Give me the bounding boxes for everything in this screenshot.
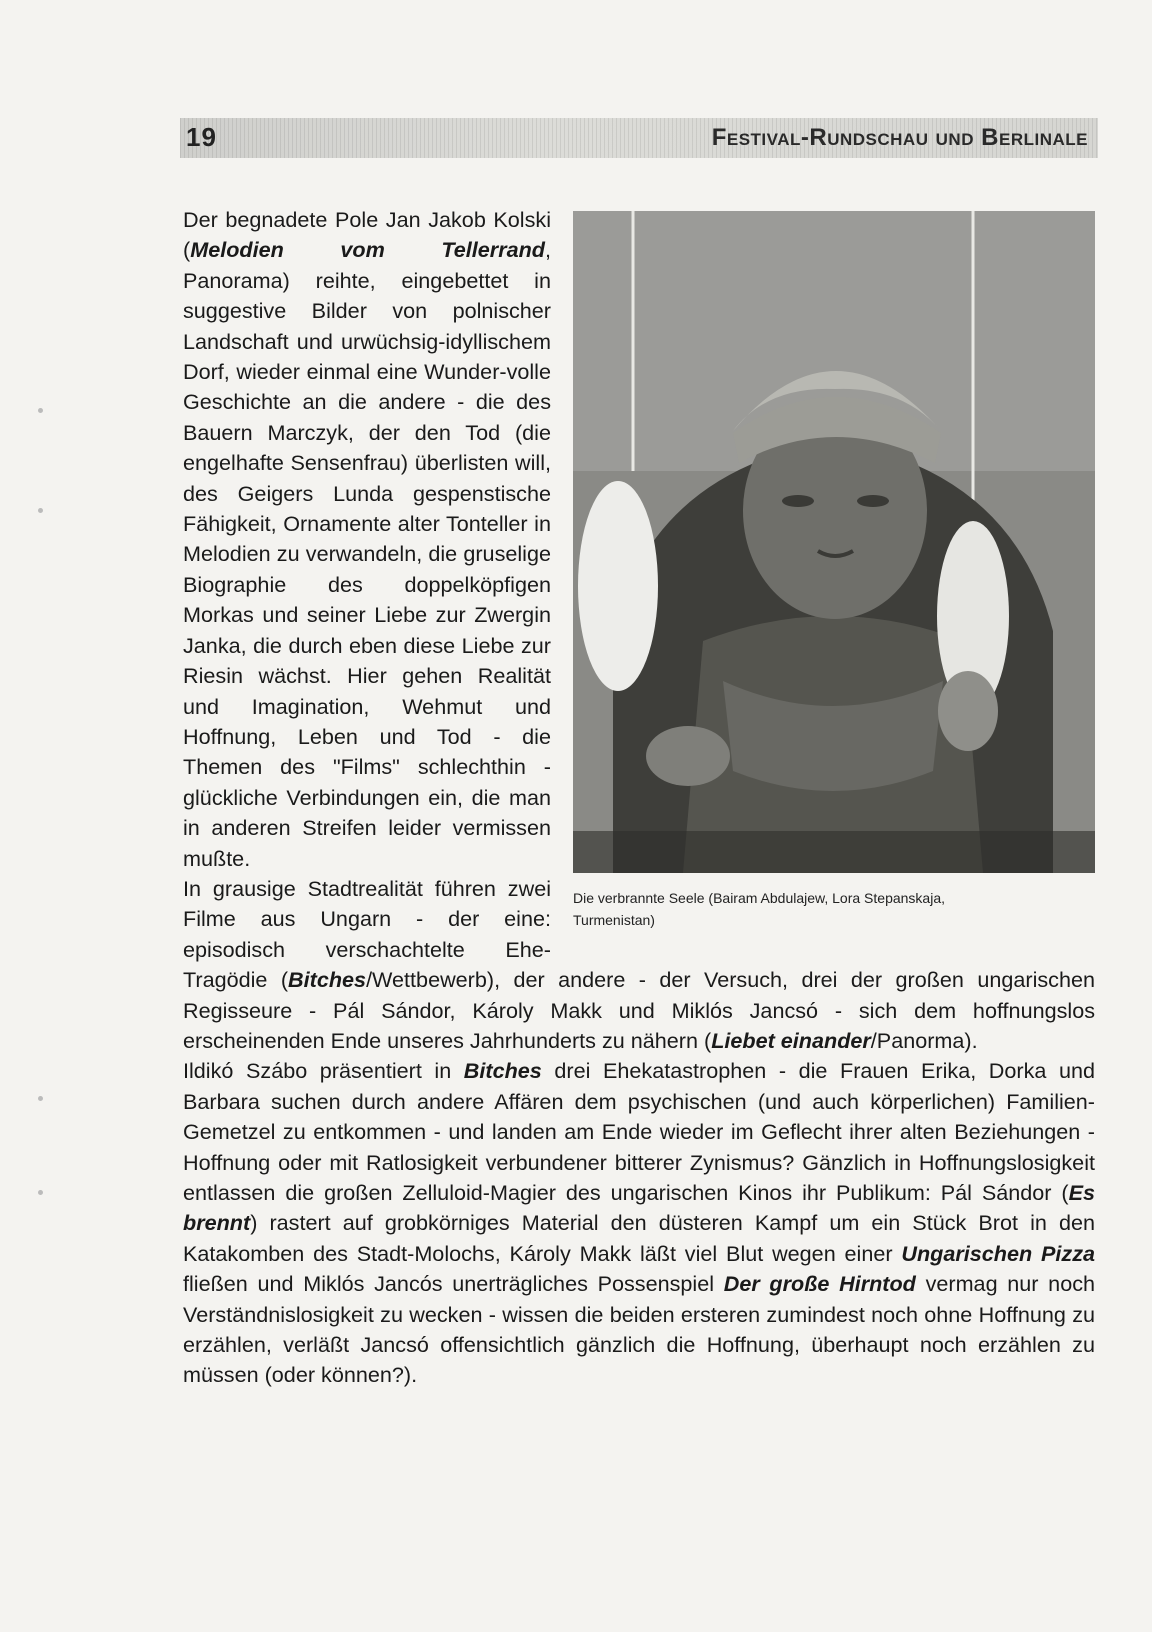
film-still-image [573, 211, 1095, 873]
figure-caption [573, 887, 1095, 931]
film-title: Liebet einander [711, 1027, 871, 1053]
page-number: 19 [186, 122, 217, 152]
text-run: Der begnadete Pole Jan Jakob Kolski ( [183, 207, 551, 263]
film-still-photo [573, 211, 1095, 873]
film-still-figure [573, 211, 1095, 931]
film-title: Ungarischen Pizza [901, 1240, 1095, 1266]
text-run: vermag nur noch Verständnislosigkeit zu wecken - wissen die beiden ersteren zumindest noch ohne Hoffnung zu erzählen, verläßt Jancsó offensichtlich gänzlich die Hoffnung, überhaupt noch erzählen zu müssen (oder können?). [183, 1271, 1096, 1388]
margin-dot [38, 508, 43, 513]
text-run: drei Ehekatastrophen - die Frauen Erika, Dorka und Barbara suchen durch andere Affären dem psychischen (und auch körperlichen) Familien-Gemetzel zu entkommen - und landen am Ende wieder im Geflecht ihrer alten Beziehungen - Hoffnung oder mit Ratlosigkeit verbundener bitterer Zynismus? Gänzlich in Hoffnungslosigkeit entlassen die großen Zelluloid-Magier des ungarischen Kinos ihr Publikum: Pál Sándor ( [183, 1058, 1095, 1205]
film-title: Melodien vom Tellerrand [190, 237, 545, 263]
running-header [180, 118, 1098, 158]
text-run: fließen und Miklós Jancós unerträgliches Possenspiel [183, 1271, 724, 1297]
margin-dot [38, 1190, 43, 1195]
article-body [183, 205, 1095, 1391]
film-title: Bitches [288, 967, 367, 993]
text-run: ) rastert auf grobkörniges Material den düsteren Kampf um ein Stück Brot in den Katakomben des Stadt-Molochs, Károly Makk läßt viel Blut wegen einer [183, 1210, 1095, 1266]
paragraph-3 [183, 1056, 1095, 1390]
text-run: Ildikó Szábo präsentiert in [183, 1058, 464, 1084]
text-run: In grausige Stadtrealität führen zwei Filme aus Ungarn - der eine: episodisch verschachtelte Ehe-Tragödie ( [183, 875, 551, 993]
text-run: , Panorama) reihte, eingebettet in suggestive Bilder von polnischer Landschaft und urwüchsig-idyllischem Dorf, wieder einmal eine Wunder-volle Geschichte an die andere - die des Bauern Marczyk, der den Tod (die engelhafte Sensenfrau) überlisten will, des Geigers Lunda gespenstische Fähigkeit, Ornamente alter Tonteller in Melodien zu verwandeln, die gruselige Biographie des doppelköpfigen Morkas und seiner Liebe zur Zwergin Janka, die durch eben diese Liebe zur Riesin wächst. Hier gehen Realität und Imagination, Wehmut und Hoffnung, Leben und Tod - die Themen des "Films" schlechthin - glückliche Verbindungen ein, die man in anderen Streifen leider vermissen mußte. [183, 237, 551, 871]
text-run: /Panorma). [870, 1027, 978, 1053]
film-title: Der große Hirntod [723, 1271, 916, 1297]
caption-line-2: Turmenistan) [573, 912, 655, 928]
margin-dot [38, 408, 43, 413]
running-head-title: Festival-Rundschau und Berlinale [711, 124, 1088, 151]
text-run: /Wettbewerb), der andere - der Versuch, drei der großen ungarischen Regisseure - Pál Sándor, Károly Makk und Miklós Jancsó - sich dem hoffnungslos erscheinenden Ende unseres Jahrhunderts zu nähern ( [183, 967, 1095, 1053]
film-title: Bitches [463, 1058, 542, 1084]
caption-line-1: Die verbrannte Seele (Bairam Abdulajew, Lora Stepanskaja, [573, 890, 945, 906]
margin-dot [38, 1096, 43, 1101]
film-title: Es brennt [183, 1180, 1095, 1236]
